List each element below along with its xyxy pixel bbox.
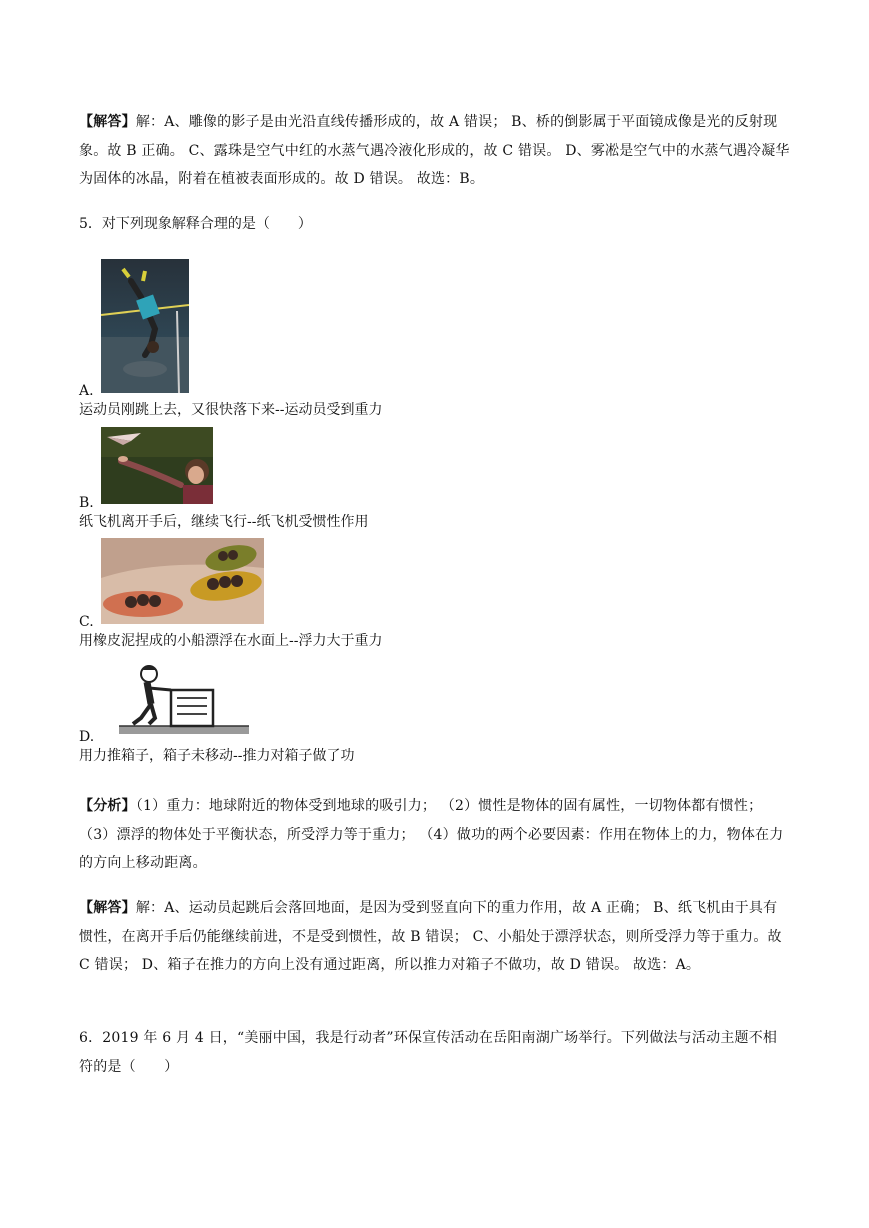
option-d-letter: D. — [79, 729, 95, 745]
option-b-text: 纸飞机离开手后，继续飞行--纸飞机受惯性作用 — [79, 514, 369, 530]
analysis-5-paragraph — [79, 792, 791, 878]
answer-4-paragraph — [79, 108, 791, 194]
paper-plane-photo — [101, 427, 213, 504]
analysis-5-text: （1）重力：地球附近的物体受到地球的吸引力； （2）惯性是物体的固有属性，一切物体都有惯性； （3）漂浮的物体处于平衡状态，所受浮力等于重力； （4）做功的两个必要因素：作用在物体上的力，物体在力的方向上移动距离。 — [79, 798, 784, 871]
option-c-letter: C. — [79, 614, 94, 630]
answer-5-label: 【解答】 — [79, 900, 136, 916]
pole-vault-photo — [101, 259, 189, 393]
pushing-box-drawing — [119, 660, 249, 738]
answer-4-text: 解：A、雕像的影子是由光沿直线传播形成的，故 A 错误； B、桥的倒影属于平面镜成像是光的反射现象。故 B 正确。 C、露珠是空气中红的水蒸气遇冷液化形成的，故 C 错误。 D、雾凇是空气中的水蒸气遇冷凝华为固体的冰晶，附着在植被表面形成的。故 D 错误。 故选：B。 — [79, 114, 790, 187]
clay-boat-photo — [101, 538, 264, 624]
option-a-text: 运动员刚跳上去，又很快落下来--运动员受到重力 — [79, 402, 383, 418]
question-6-stem: 6．2019 年 6 月 4 日，“美丽中国，我是行动者”环保宣传活动在岳阳南湖广场举行。下列做法与活动主题不相符的是（ ） — [79, 1030, 778, 1075]
answer-4-label: 【解答】 — [79, 114, 136, 130]
option-c-text: 用橡皮泥捏成的小船漂浮在水面上--浮力大于重力 — [79, 633, 383, 649]
option-b-letter: B. — [79, 495, 94, 511]
answer-5-paragraph — [79, 894, 791, 980]
option-a-letter: A. — [79, 383, 94, 399]
analysis-5-label: 【分析】 — [79, 798, 136, 814]
answer-5-text: 解：A、运动员起跳后会落回地面，是因为受到竖直向下的重力作用，故 A 正确； B、纸飞机由于具有惯性，在离开手后仍能继续前进，不是受到惯性，故 B 错误； C、小船处于漂浮状态，则所受浮力等于重力。故 C 错误； D、箱子在推力的方向上没有通过距离，所以推力对箱子不做功，故 D 错误。 故选：A。 — [79, 900, 782, 973]
option-d-text: 用力推箱子，箱子未移动--推力对箱子做了功 — [79, 748, 355, 764]
question-5-stem: 5．对下列现象解释合理的是（ ） — [79, 216, 312, 232]
